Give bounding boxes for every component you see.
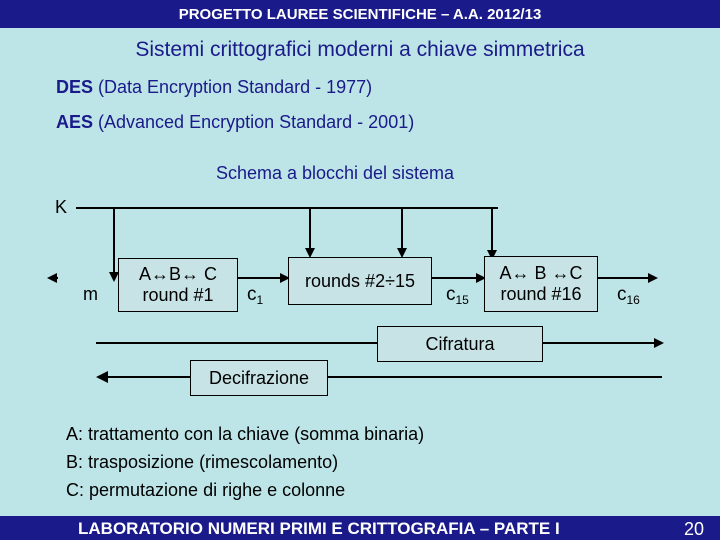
plaintext-label: m (83, 284, 98, 304)
decifrazione-label: Decifrazione (208, 367, 310, 388)
des-text: (Data Encryption Standard - 1977) (93, 77, 373, 97)
footer-text: LABORATORIO NUMERI PRIMI E CRITTOGRAFIA – PARTE I (78, 519, 560, 538)
page-number: 20 (684, 519, 705, 539)
decifrazione-box (190, 360, 328, 396)
round1-box (118, 258, 238, 312)
c16-label: $c_{16}$ (617, 284, 640, 307)
round16-box (484, 256, 598, 312)
key-label: K (55, 197, 68, 217)
cifratura-label: Cifratura (425, 333, 495, 354)
rounds-mid-label: rounds #2÷15 (305, 270, 415, 291)
slide-title: Sistemi crittografici moderni a chiave simmetrica (135, 38, 585, 61)
aes-text: (Advanced Encryption Standard - 2001) (93, 112, 415, 132)
des-abbr: DES (56, 77, 94, 97)
c1-label: $c_1$ (247, 284, 264, 307)
legend-c: C: permutazione di righe e colonne (66, 480, 346, 500)
round1-ops: A↔B↔ C (138, 264, 217, 284)
legend-a: A: trattamento con la chiave (somma binaria) (66, 424, 425, 444)
rounds-2-15-box (288, 257, 432, 305)
legend-b: B: trasposizione (rimescolamento) (66, 452, 339, 472)
cifratura-box (377, 326, 543, 362)
round16-ops: A↔ B ↔C (499, 263, 583, 283)
c15-label: $c_{15}$ (446, 284, 469, 307)
schema-title: Schema a blocchi del sistema (215, 163, 455, 183)
round1-label: round #1 (142, 285, 214, 305)
aes-abbr: AES (56, 112, 94, 132)
header-title: PROGETTO LAUREE SCIENTIFICHE – A.A. 2012/13 (178, 5, 542, 23)
round16-label: round #16 (500, 284, 582, 304)
footer-bar (0, 516, 720, 540)
